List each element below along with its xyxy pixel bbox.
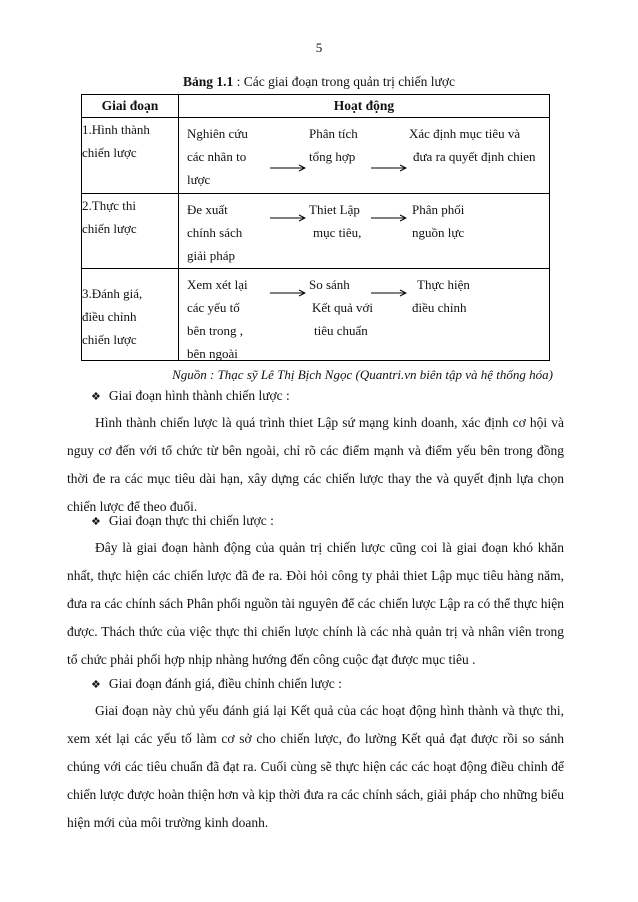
paragraph-text: Hình thành chiến lược là quá trình thiet Lập sứ mạng kinh doanh, xác định cơ hội và nguy cơ đến với tổ chức từ bên ngoài, chỉ rõ các điểm mạnh và điểm yếu bên trong đồng thời đe ra các mục tiêu dài hạn, xây dựng các chiến lược thay the và quyết định lựa chọn chiến lược để theo đuổi. — [67, 415, 564, 514]
paragraph-text: Giai đoạn này chủ yếu đánh giá lại Kết quả của các hoạt động hình thành và thực thi, xem xét lại các yếu tố làm cơ sở cho chiến lược, đo lường Kết quả đạt được rồi so sánh chúng với các tiêu chuẩn đã đạt ra. Cuối cùng sẽ thực hiện các các hoạt động điều chỉnh để chiến lược được hoàn thiện hơn và kịp thời đưa ra các chính sách, giải pháp cho những biểu hiện mới của môi trường kinh doanh. — [67, 703, 564, 830]
table-caption-label: Bảng 1.1 — [182, 74, 234, 89]
table-row-implementation — [82, 194, 550, 269]
diamond-bullet-icon: ❖ — [91, 515, 101, 528]
step-line: Nghiên cứu — [187, 126, 248, 141]
section-heading-text: Giai đoạn đánh giá, điều chỉnh chiến lược : — [108, 676, 342, 691]
activity-flow-evaluation — [179, 269, 550, 361]
right-arrow-icon — [371, 289, 407, 297]
right-arrow-icon — [371, 214, 407, 222]
page-number: 5 — [315, 40, 323, 55]
step-line: điều chỉnh — [412, 300, 467, 315]
diamond-bullet-icon: ❖ — [91, 390, 101, 403]
stages-table — [81, 94, 550, 361]
step-line: Thực hiện — [417, 277, 470, 292]
step-analysis — [309, 122, 358, 168]
stage-name-implementation — [82, 194, 179, 269]
step-line: các yếu tố — [187, 300, 240, 315]
paragraph-text: Đây là giai đoạn hành động của quản trị chiến lược cũng coi là giai đoạn khó khăn nhất, thực hiện các chiến lược đã đe ra. Đòi hỏi công ty phải thiet Lập mục tiêu hàng năm, đưa ra các chính sách Phân phối nguồn tài nguyên để các chiến lược Lập ra có thể thực hiện được. Thách thức của việc thực thi chiến lược chính là các nhà quản trị và nhân viên trong tổ chức phải phối hợp nhịp nhàng hướng đến công cuộc đạt được mục tiêu . — [67, 540, 564, 667]
section-paragraph-formulation — [67, 409, 564, 521]
header-activity: Hoạt động — [179, 95, 550, 118]
right-arrow-icon — [270, 214, 306, 222]
step-review — [187, 273, 248, 365]
table-caption — [0, 74, 638, 90]
step-line: tiêu chuẩn — [314, 323, 368, 338]
step-line: tổng hợp — [309, 149, 356, 164]
section-heading-text: Giai đoạn thực thi chiến lược : — [108, 513, 274, 528]
step-line: Phân tích — [309, 126, 358, 141]
step-allocate — [412, 198, 464, 244]
stage-line: 3.Đánh giá, — [82, 286, 143, 301]
step-line: bên ngoài — [187, 346, 238, 361]
diamond-bullet-icon: ❖ — [91, 678, 101, 691]
section-heading-evaluation — [91, 676, 342, 692]
table-row-evaluation — [82, 269, 550, 361]
step-line: giải pháp — [187, 248, 236, 263]
header-stage: Giai đoạn — [82, 95, 179, 118]
table-header-row — [82, 95, 550, 118]
section-heading-implementation — [91, 513, 274, 529]
stage-line: chiến lược — [82, 332, 137, 347]
stage-line: 1.Hình thành — [82, 122, 150, 137]
step-line: bên trong , — [187, 323, 243, 338]
step-line: nguồn lực — [412, 225, 465, 240]
step-compare — [309, 273, 373, 342]
step-line: Kết quả với — [312, 300, 374, 315]
section-paragraph-implementation — [67, 534, 564, 674]
step-line: đưa ra quyết định chien — [413, 149, 536, 164]
step-line: chính sách — [187, 225, 243, 240]
right-arrow-icon — [270, 289, 306, 297]
section-paragraph-evaluation — [67, 697, 564, 837]
right-arrow-icon — [371, 164, 407, 172]
stage-name-evaluation — [82, 269, 179, 361]
table-source-note: Nguồn : Thạc sỹ Lê Thị Bịch Ngọc (Quantri.vn biên tập và hệ thống hóa) — [172, 367, 553, 382]
step-line: Xác định mục tiêu và — [409, 126, 521, 141]
activity-flow-implementation — [179, 194, 550, 269]
stage-name-formulation — [82, 118, 179, 194]
step-line: Phân phối — [412, 202, 465, 217]
step-research — [187, 122, 248, 191]
step-set-targets — [309, 198, 361, 244]
step-line: So sánh — [309, 277, 350, 292]
activity-flow-formulation — [179, 118, 550, 194]
step-line: lược — [187, 172, 211, 187]
section-heading-text: Giai đoạn hình thành chiến lược : — [108, 388, 290, 403]
step-line: các nhân to — [187, 149, 247, 164]
stage-line: điều chỉnh — [82, 309, 137, 324]
step-line: Xem xét lại — [187, 277, 248, 292]
step-objectives — [409, 122, 536, 168]
table-caption-text: : Các giai đoạn trong quản trị chiến lược — [233, 74, 456, 89]
table-row-formulation — [82, 118, 550, 194]
section-heading-formulation — [91, 388, 290, 404]
step-line: mục tiêu, — [313, 225, 362, 240]
stage-line: 2.Thực thi — [82, 198, 136, 213]
step-propose — [187, 198, 242, 267]
step-line: Thiet Lập — [309, 202, 360, 217]
stage-line: chiến lược — [82, 221, 137, 236]
right-arrow-icon — [270, 164, 306, 172]
stage-line: chiến lược — [82, 145, 137, 160]
step-line: Đe xuất — [187, 202, 228, 217]
step-adjust — [412, 273, 470, 319]
